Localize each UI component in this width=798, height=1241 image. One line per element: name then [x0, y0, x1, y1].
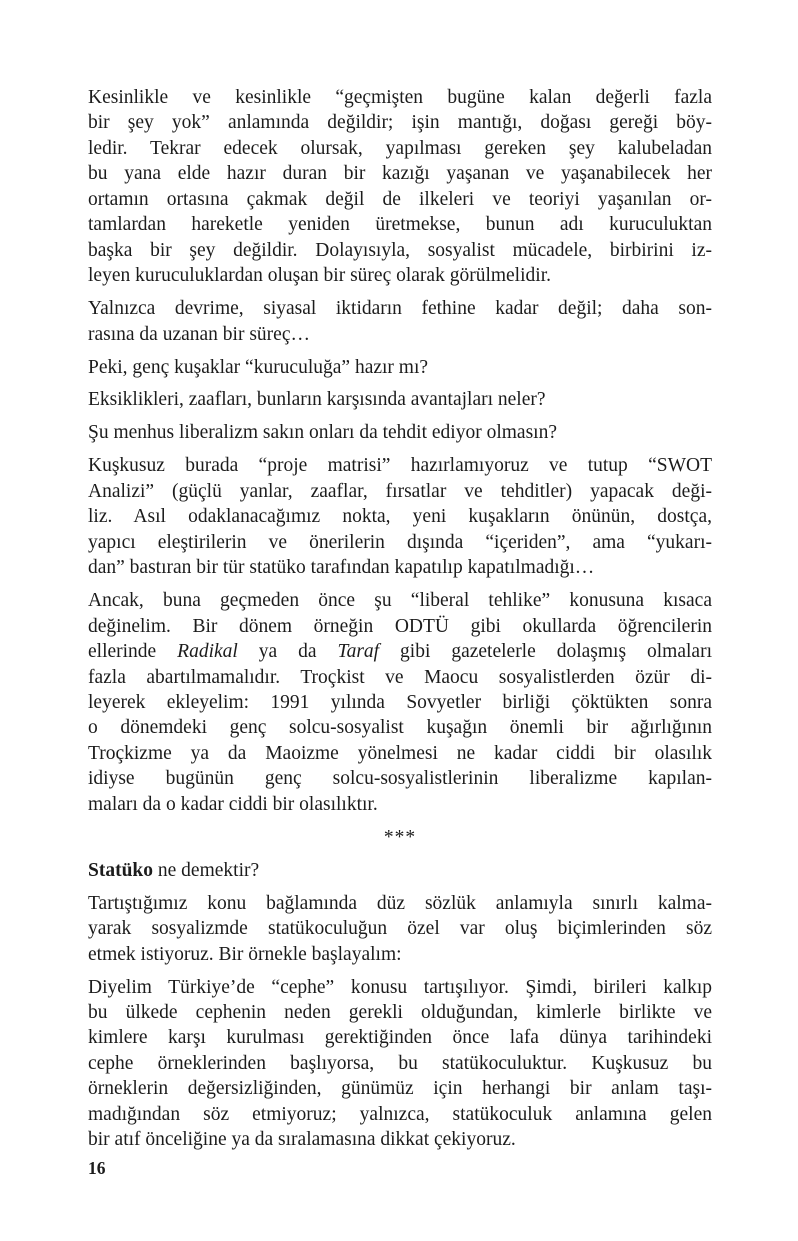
- text-line: dan” bastıran bir tür statüko tarafından kapatılıp kapatılmadığı…: [88, 557, 595, 579]
- text-line: ***: [383, 826, 417, 848]
- page-number: 16: [88, 1158, 106, 1178]
- text-line: ledir. Tekrar edecek olursak, yapılması gereken şey kalubeladan: [88, 137, 712, 159]
- text-line: tamlardan hareketle yeniden üretmekse, bunun adı kuruculuktan: [88, 214, 712, 236]
- text-line: Troçkizme ya da Maoizme yönelmesi ne kadar ciddi bir olasılık: [88, 742, 712, 764]
- text-line: o dönemdeki genç solcu-sosyalist kuşağın önemli bir ağırlığının: [88, 717, 712, 739]
- page-text: [88, 85, 712, 1160]
- paragraph: [88, 355, 712, 380]
- paragraph: [88, 891, 712, 967]
- text-line: Yalnızca devrime, siyasal iktidarın fethine kadar değil; daha son-: [88, 298, 712, 320]
- italic-title: Taraf: [337, 641, 380, 663]
- text-line: ellerinde Radikal ya da Taraf gibi gazetelerle dolaşmış olmaları: [88, 641, 712, 663]
- paragraph: [88, 975, 712, 1153]
- text-line: başka bir şey değildir. Dolayısıyla, sosyalist mücadele, birbirini iz-: [88, 239, 712, 261]
- text-line: madığından söz etmiyoruz; yalnızca, statükoculuk anlamına gelen: [88, 1103, 712, 1125]
- text-line: Tartıştığımız konu bağlamında düz sözlük anlamıyla sınırlı kalma-: [88, 892, 712, 914]
- text-line: rasına da uzanan bir süreç…: [88, 323, 310, 345]
- text-line: leyerek ekleyelim: 1991 yılında Sovyetler birliği çöktükten sonra: [88, 691, 712, 713]
- text-line: Ancak, buna geçmeden önce şu “liberal tehlike” konusuna kısaca: [88, 590, 712, 612]
- text-line: Eksiklikleri, zaafları, bunların karşısında avantajları neler?: [88, 389, 546, 411]
- text-line: bu yana elde hazır duran bir kazığı yaşanan ve yaşanabilecek her: [88, 163, 712, 185]
- text-line: Analizi” (güçlü yanlar, zaaflar, fırsatlar ve tehditler) yapacak deği-: [88, 480, 712, 502]
- text-line: bir atıf önceliğine ya da sıralamasına dikkat çekiyoruz.: [88, 1129, 516, 1151]
- paragraph: [88, 85, 712, 289]
- text-line: bir şey yok” anlamında değildir; işin mantığı, doğası gereği böy-: [88, 112, 712, 134]
- bold-lead-word: Statüko: [88, 859, 154, 881]
- paragraph: [88, 588, 712, 817]
- text-line: ortamın ortasına çakmak değil de ilkeleri ve teoriyi yaşanılan or-: [88, 188, 712, 210]
- text-line: Şu menhus liberalizm sakın onları da tehdit ediyor olmasın?: [88, 422, 557, 444]
- text-line: etmek istiyoruz. Bir örnekle başlayalım:: [88, 943, 402, 965]
- text-line: değinelim. Bir dönem örneğin ODTÜ gibi okullarda öğrencilerin: [88, 615, 712, 637]
- text-line: Peki, genç kuşaklar “kuruculuğa” hazır mı?: [88, 356, 429, 378]
- paragraph: [88, 858, 712, 883]
- text-line: Diyelim Türkiye’de “cephe” konusu tartışılıyor. Şimdi, birileri kalkıp: [88, 976, 712, 998]
- text-line: Kuşkusuz burada “proje matrisi” hazırlamıyoruz ve tutup “SWOT: [88, 455, 712, 477]
- italic-title: Radikal: [177, 641, 238, 663]
- text-line: cephe örneklerinden başlıyorsa, bu statükoculuktur. Kuşkusuz bu: [88, 1052, 712, 1074]
- text-line: örneklerin değersizliğinden, günümüz için herhangi bir anlam taşı-: [88, 1078, 712, 1100]
- paragraph: [88, 387, 712, 412]
- text-line: liz. Asıl odaklanacağımız nokta, yeni kuşakların önünün, dostça,: [88, 506, 712, 528]
- text-line: Statüko ne demektir?: [88, 859, 260, 881]
- paragraph: [88, 420, 712, 445]
- text-line: bu ülkede cephenin neden gerekli olduğundan, kimlerle birlikte ve: [88, 1001, 712, 1023]
- text-line: leyen kuruculuklardan oluşan bir süreç olarak görülmelidir.: [88, 265, 551, 287]
- text-line: idiyse bugünün genç solcu-sosyalistlerinin liberalizme kapılan-: [88, 768, 712, 790]
- paragraph: [88, 296, 712, 347]
- text-line: kimlere karşı kurulması gerektiğinden önce lafa dünya tarihindeki: [88, 1027, 712, 1049]
- text-line: Kesinlikle ve kesinlikle “geçmişten bugüne kalan değerli fazla: [88, 87, 712, 108]
- paragraph: [88, 453, 712, 580]
- text-line: yapıcı eleştirilerin ve önerilerin dışında “içeriden”, ama “yukarı-: [88, 531, 712, 553]
- text-line: fazla abartılmamalıdır. Troçkist ve Maocu sosyalistlerden özür di-: [88, 666, 712, 688]
- text-line: maları da o kadar ciddi bir olasılıktır.: [88, 793, 378, 815]
- text-line: yarak sosyalizmde statükoculuğun özel var oluş biçimlerinden söz: [88, 918, 712, 940]
- section-separator: [88, 825, 712, 850]
